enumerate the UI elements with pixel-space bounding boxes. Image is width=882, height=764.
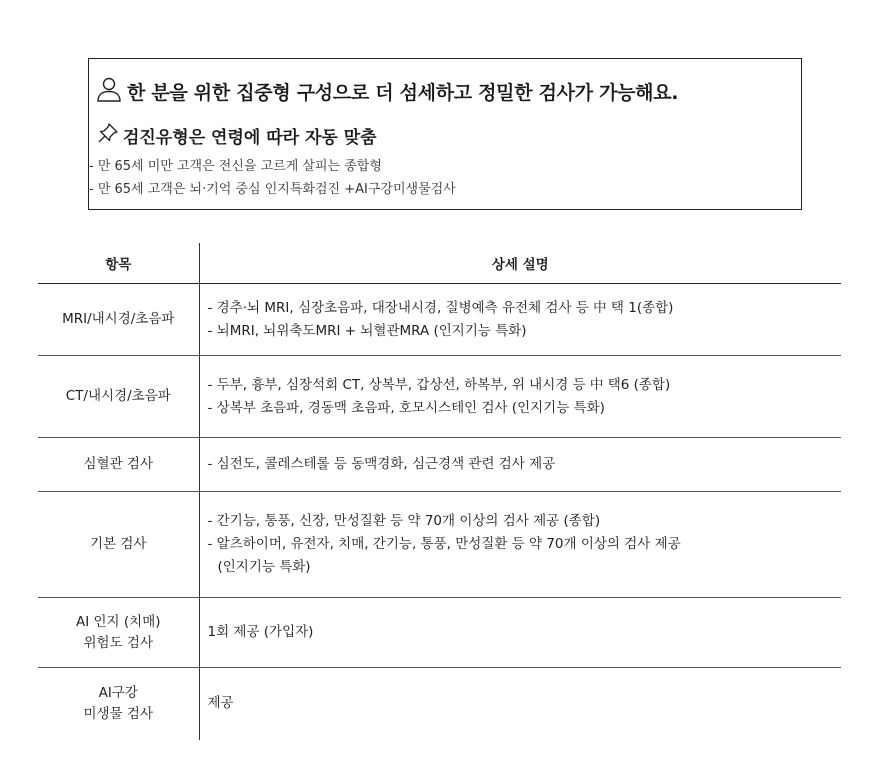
- note-under-65: - 만 65세 미만 고객은 전신을 고르게 살피는 종합형: [89, 159, 382, 174]
- description-line: - 두부, 흉부, 심장석회 CT, 상복부, 갑상선, 하복부, 위 내시경 등 中 택6 (종합): [207, 376, 671, 393]
- description-line: (인지기능 특화): [217, 559, 311, 575]
- description-cell: [199, 284, 841, 356]
- header-item: 항목: [38, 243, 199, 284]
- header-description: 상세 설명: [199, 243, 841, 284]
- description-cell: [199, 438, 841, 492]
- exam-table: [38, 243, 841, 740]
- table-row: [38, 668, 841, 740]
- description-line: - 뇌MRI, 뇌위축도MRI + 뇌혈관MRA (인지기능 특화): [207, 322, 527, 339]
- description-line: - 알츠하이머, 유전자, 치매, 간기능, 통풍, 만성질환 등 약 70개 이상의 검사 제공: [207, 536, 681, 552]
- note-65-plus: - 만 65세 고객은 뇌·기억 중심 인지특화검진 +AI구강미생물검사: [89, 182, 456, 197]
- person-icon: [95, 75, 123, 108]
- table-header-row: [38, 243, 841, 284]
- description-line: 제공: [207, 695, 234, 712]
- description-line: - 심전도, 콜레스테롤 등 동맥경화, 심근경색 관련 검사 제공: [207, 456, 556, 472]
- table-row: [38, 492, 841, 598]
- item-label: 기본 검사: [90, 536, 147, 552]
- headline: [95, 75, 678, 108]
- item-cell: [38, 284, 199, 356]
- description-line: 1회 제공 (가입자): [207, 624, 314, 640]
- subhead-text: 검진유형은 연령에 따라 자동 맞춤: [123, 128, 377, 148]
- item-cell: [38, 438, 199, 492]
- description-cell: [199, 668, 841, 740]
- pin-icon: [97, 122, 119, 149]
- description-line: - 간기능, 통풍, 신장, 만성질환 등 약 70개 이상의 검사 제공 (종합): [207, 513, 601, 529]
- item-cell: [38, 598, 199, 668]
- table-row: [38, 438, 841, 492]
- description-cell: [199, 492, 841, 598]
- subhead: [97, 122, 377, 149]
- item-cell: [38, 356, 199, 438]
- description-cell: [199, 598, 841, 668]
- item-cell: [38, 492, 199, 598]
- description-line: - 상복부 초음파, 경동맥 초음파, 호모시스테인 검사 (인지기능 특화): [207, 399, 605, 416]
- info-box: [88, 58, 802, 210]
- table-row: [38, 356, 841, 438]
- description-line: - 경추·뇌 MRI, 심장초음파, 대장내시경, 질병예측 유전체 검사 등 中 택 1(종합): [207, 299, 674, 316]
- item-label: 심혈관 검사: [83, 456, 153, 472]
- item-label: CT/내시경/초음파: [65, 388, 171, 404]
- description-cell: [199, 356, 841, 438]
- item-label: 미생물 검사: [83, 705, 153, 722]
- item-label: AI 인지 (치매): [76, 613, 161, 630]
- item-label: AI구강: [98, 684, 138, 701]
- item-cell: [38, 668, 199, 740]
- item-label: MRI/내시경/초음파: [62, 311, 175, 327]
- item-label: 위험도 검사: [83, 634, 153, 651]
- table-row: [38, 598, 841, 668]
- table-row: [38, 284, 841, 356]
- headline-text: 한 분을 위한 집중형 구성으로 더 섬세하고 정밀한 검사가 가능해요.: [127, 82, 679, 104]
